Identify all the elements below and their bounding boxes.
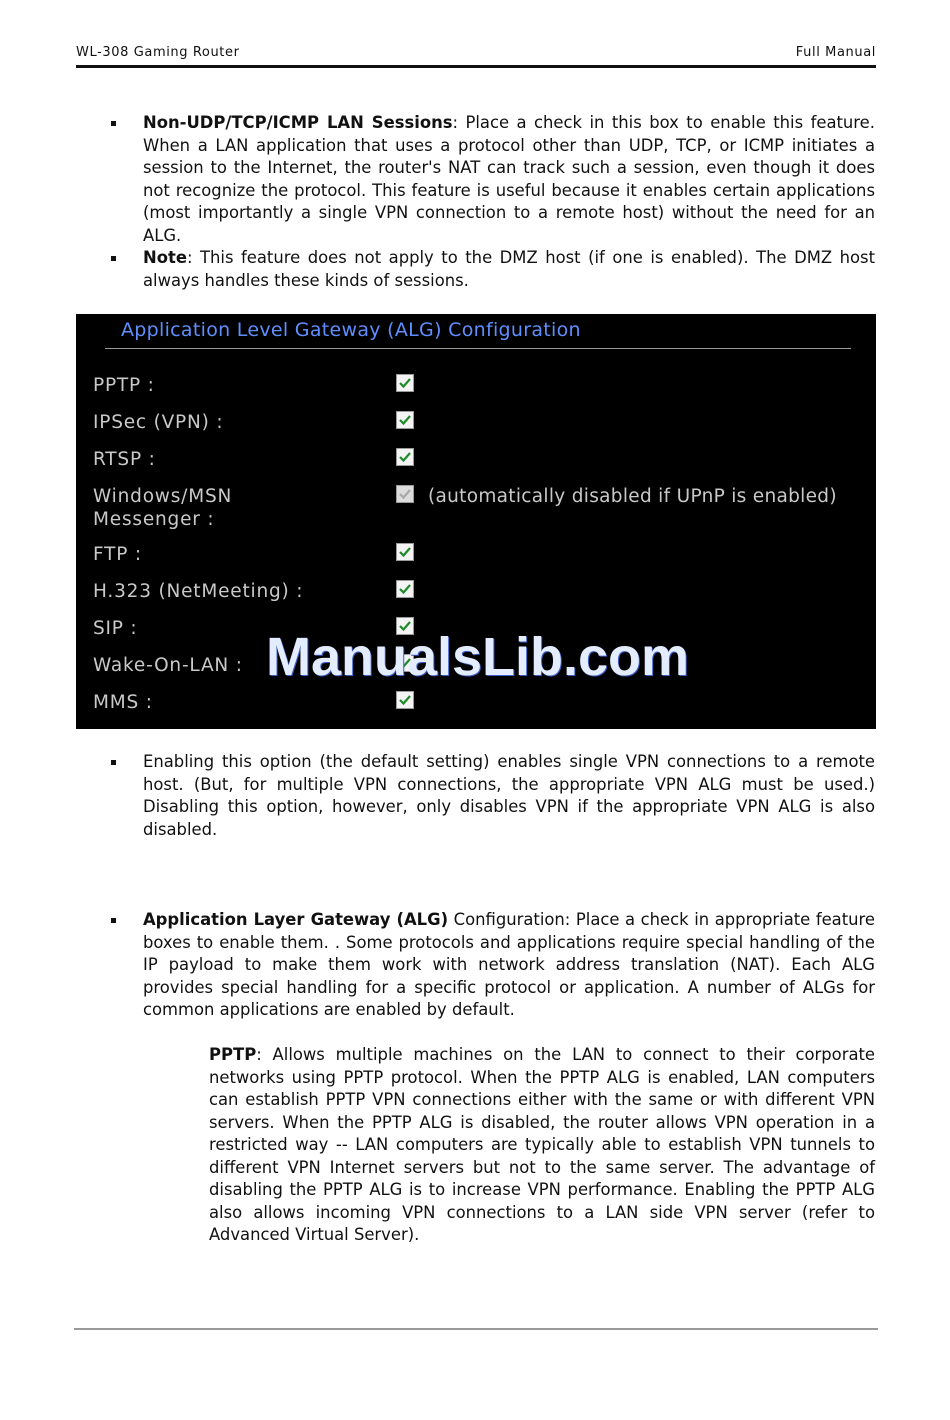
alg-row-wake-on-lan <box>93 654 243 677</box>
pptp-text: : Allows multiple machines on the LAN to connect to their corporate networks using PPTP protocol. When the PPTP ALG is enabled, LAN computers can establish PPTP VPN connections either with the same or with different VPN servers. When the PPTP ALG is disabled, the router allows VPN operation in a restricted way -- LAN computers are typically able to establish VPN tunnels to different VPN Internet servers but not to the same server. The advantage of disabling the PPTP ALG is to increase VPN performance. Enabling the PPTP ALG also allows incoming VPN connections to a LAN side VPN server (refer to Advanced Virtual Server). <box>209 1045 875 1244</box>
alg-row-label: PPTP : <box>93 375 155 396</box>
bullet-non-udp-sessions <box>143 112 875 247</box>
bullet-term: Application Layer Gateway (ALG) <box>143 910 449 929</box>
bullet-marker <box>111 121 116 126</box>
bullet-marker <box>111 760 116 765</box>
bullet-term: Non-UDP/TCP/ICMP LAN Sessions <box>143 113 453 132</box>
bullet-default-setting <box>143 751 875 841</box>
bullet-text: Enabling this option (the default setting) enables single VPN connections to a remote host. (But, for multiple VPN connections, the appropriate VPN ALG must be used.) Disabling this option, however, only disables VPN if the appropriate VPN ALG is also disabled. <box>143 752 875 839</box>
alg-row-label: Windows/MSN Messenger : <box>93 486 233 530</box>
alg-row-mms <box>93 691 153 714</box>
alg-panel-title: Application Level Gateway (ALG) Configuration <box>121 319 581 341</box>
alg-row-label: FTP : <box>93 544 142 565</box>
pptp-description <box>209 1044 875 1247</box>
bullet-text: Configuration: Place a check in appropriate feature boxes to enable them. . Some protocols and applications require special handling of the IP payload to make them work with network address translation (NAT). Each ALG provides special handling for a specific protocol or application. A number of ALGs for common applications are enabled by default. <box>143 910 875 1019</box>
alg-config-screenshot <box>76 314 876 729</box>
mms-checkbox[interactable] <box>396 691 414 709</box>
bullet-text: : This feature does not apply to the DMZ host (if one is enabled). The DMZ host always handles these kinds of sessions. <box>143 248 875 290</box>
pptp-checkbox[interactable] <box>396 374 414 392</box>
alg-row-label: MMS : <box>93 692 153 713</box>
alg-row-label: RTSP : <box>93 449 156 470</box>
bullet-marker <box>111 256 116 261</box>
ftp-checkbox[interactable] <box>396 543 414 561</box>
page-header <box>76 45 876 68</box>
alg-row-pptp <box>93 374 155 397</box>
header-product-name: WL-308 Gaming Router <box>76 45 240 60</box>
pptp-term: PPTP <box>209 1045 257 1064</box>
ipsec-checkbox[interactable] <box>396 411 414 429</box>
alg-row-rtsp <box>93 448 156 471</box>
upnp-note: (automatically disabled if UPnP is enabled) <box>428 486 837 507</box>
bullet-text: : Place a check in this box to enable this feature. When a LAN application that uses a protocol other than UDP, TCP, or ICMP initiates a session to the Internet, the router's NAT can track such a session, even though it does not recognize the protocol. This feature is useful because it enables certain applications (most importantly a single VPN connection to a remote host) without the need for an ALG. <box>143 113 875 245</box>
alg-row-h323 <box>93 580 303 603</box>
alg-row-windows-msn <box>93 485 273 531</box>
bullet-term: Note <box>143 248 187 267</box>
alg-row-label: Wake-On-LAN : <box>93 655 243 676</box>
windows-msn-checkbox[interactable] <box>396 485 414 503</box>
h323-checkbox[interactable] <box>396 580 414 598</box>
alg-row-label: H.323 (NetMeeting) : <box>93 581 304 602</box>
alg-row-sip <box>93 617 137 640</box>
alg-panel-divider <box>105 348 851 349</box>
bullet-note <box>143 247 875 292</box>
manualslib-watermark: ManualsLib.com <box>266 627 690 687</box>
page-footer-rule <box>74 1328 878 1330</box>
alg-row-ipsec <box>93 411 223 434</box>
alg-row-ftp <box>93 543 142 566</box>
rtsp-checkbox[interactable] <box>396 448 414 466</box>
alg-row-label: IPSec (VPN) : <box>93 412 224 433</box>
alg-row-label: SIP : <box>93 618 138 639</box>
bullet-marker <box>111 918 116 923</box>
header-manual-title: Full Manual <box>795 45 876 60</box>
bullet-alg-configuration <box>143 909 875 1022</box>
